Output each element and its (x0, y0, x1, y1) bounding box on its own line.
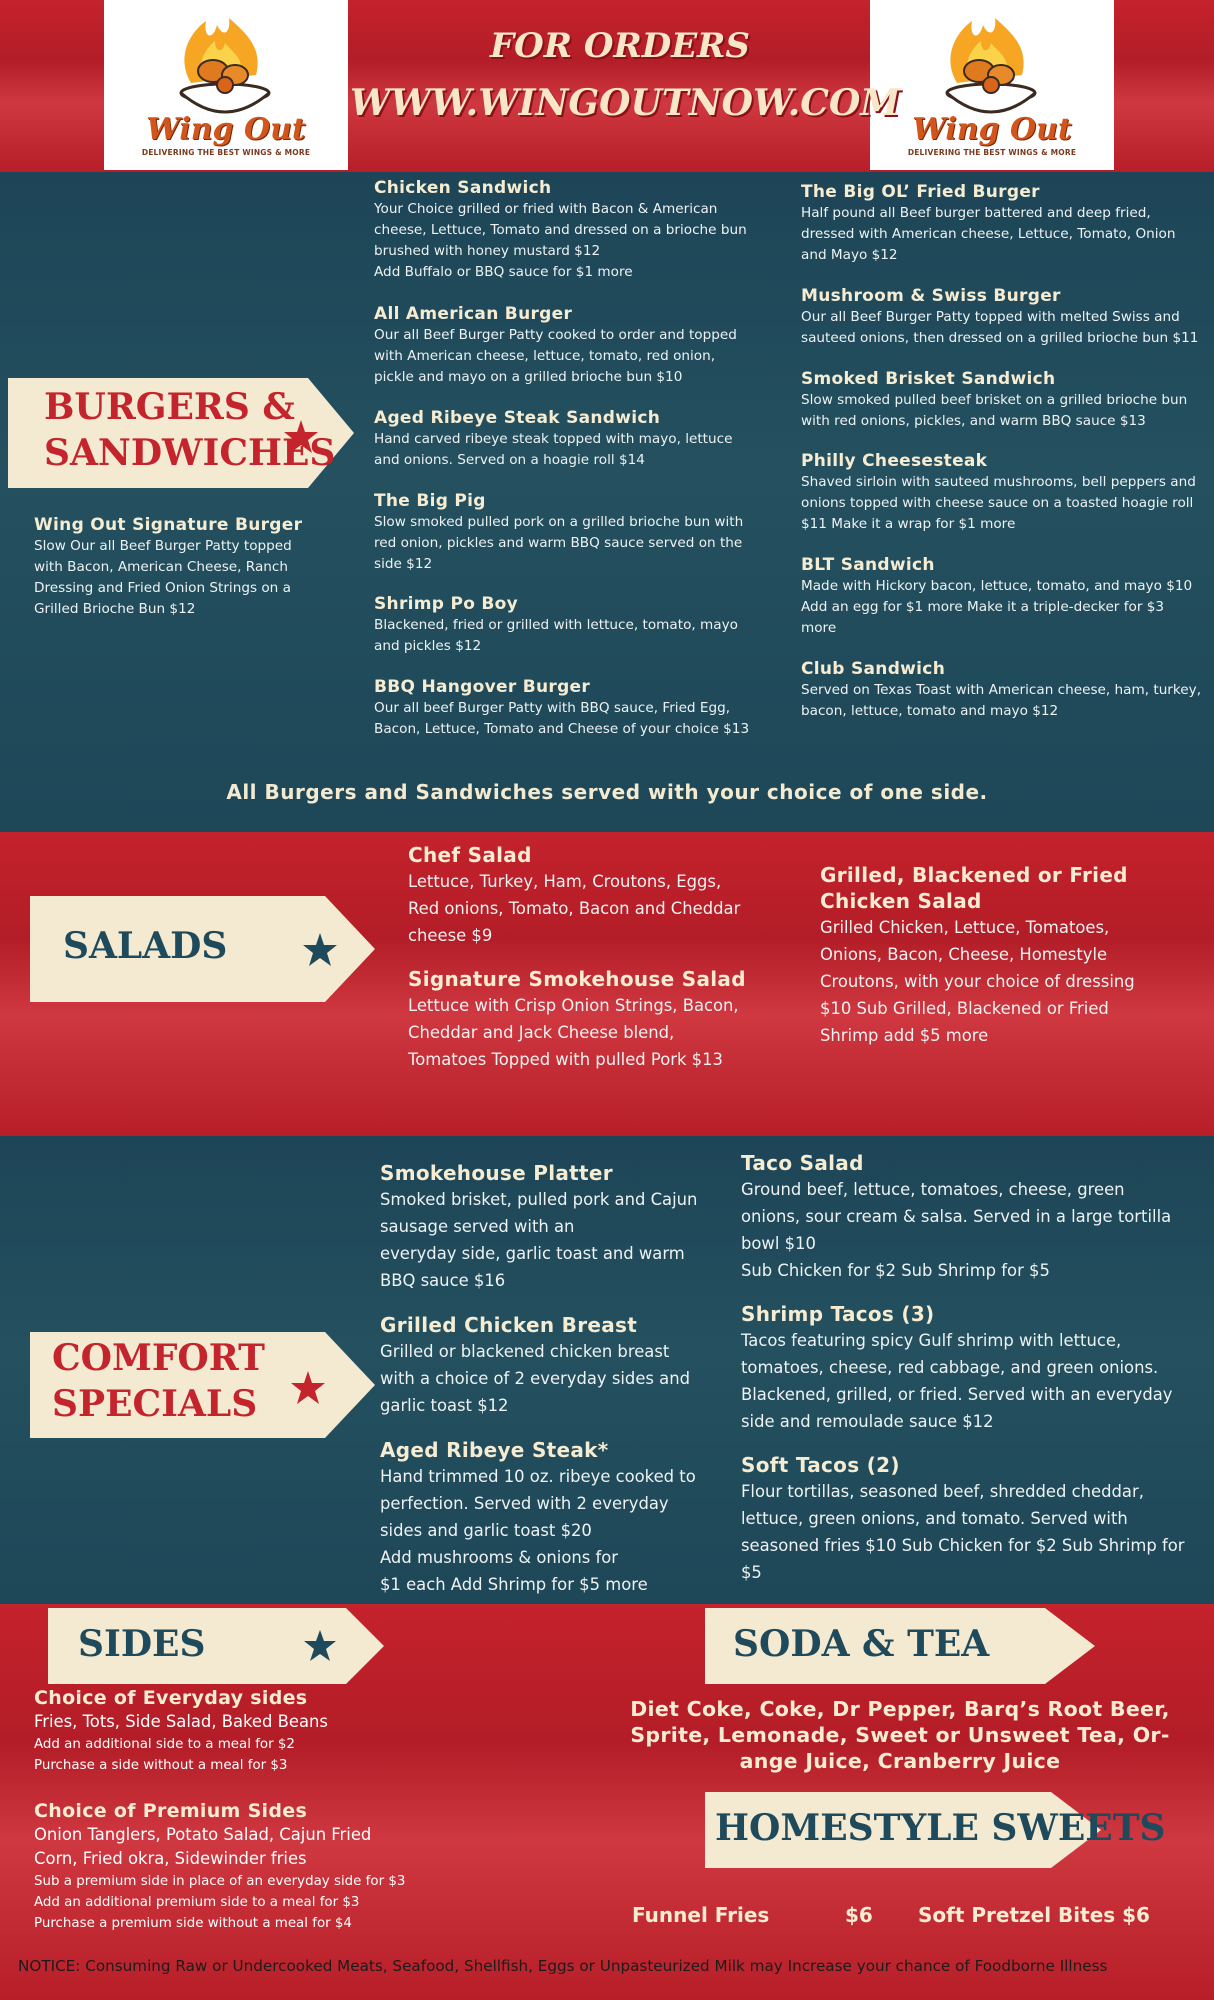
chicken-wing-logo-icon (917, 13, 1067, 123)
menu-item-aged-ribeye-steak (380, 1437, 725, 1598)
logo-wordmark: Wing Out (146, 112, 306, 147)
item-name: Shrimp Po Boy (374, 594, 519, 614)
comfort-banner (30, 1332, 375, 1438)
item-name: Soft Tacos (2) (741, 1453, 900, 1477)
item-description: Shaved sirloin with sauteed mushrooms, bell peppers and onions topped with cheese sauce on a toasted hoagie roll $11 Make it a wrap for $1 more (801, 474, 1196, 532)
item-name: Aged Ribeye Steak* (380, 1438, 609, 1462)
soda-list: Diet Coke, Coke, Dr Pepper, Barq’s Root Beer, Sprite, Lemonade, Sweet or Unsweet Tea, Or- ange Juice, Cranberry Juice (630, 1697, 1170, 1773)
item-name: Smokehouse Platter (380, 1161, 613, 1185)
item-description: Our all Beef Burger Patty topped with melted Swiss and sauteed onions, then dressed on a grilled brioche bun $11 (801, 309, 1199, 346)
item-name: Signature Smokehouse Salad (408, 967, 746, 991)
sweets-banner (705, 1792, 1166, 1868)
item-name: Philly Cheesesteak (801, 451, 988, 471)
item-description: Our all beef Burger Patty with BBQ sauce, Fried Egg, Bacon, Lettuce, Tomato and Cheese of your choice $13 (374, 700, 750, 737)
item-name: All American Burger (374, 304, 573, 324)
item-description: Lettuce with Crisp Onion Strings, Bacon, Cheddar and Jack Cheese blend, Tomatoes Topped with pulled Pork $13 (408, 996, 739, 1069)
menu-item-the-big-pig (374, 491, 774, 575)
item-name: Smoked Brisket Sandwich (801, 369, 1056, 389)
item-description: Lettuce, Turkey, Ham, Croutons, Eggs, Red onions, Tomato, Bacon and Cheddar cheese $9 (408, 872, 741, 945)
item-description: Made with Hickory bacon, lettuce, tomato, and mayo $10 Add an egg for $1 more Make it a triple-decker for $3 more (801, 578, 1193, 636)
item-description: Our all Beef Burger Patty cooked to order and topped with American cheese, lettuce, tomato, red onion, pickle and mayo on a grilled brioche bun $10 (374, 327, 737, 385)
health-notice: NOTICE: Consuming Raw or Undercooked Meats, Seafood, Shellfish, Eggs or Unpasteurized Milk may Increase your chance of Foodborne Illness (18, 1957, 1108, 1975)
menu-item-smokehouse-platter (380, 1160, 725, 1294)
sides-title: SIDES (78, 1623, 206, 1665)
comfort-title-line1: COMFORT (52, 1337, 265, 1379)
menu-item-shrimp-po-boy (374, 594, 774, 657)
menu-item-philly-cheesesteak (801, 451, 1211, 535)
menu-item-club-sandwich (801, 659, 1211, 722)
menu-item-smoked-brisket-sandwich (801, 369, 1211, 432)
burgers-title-line2: SANDWICHES (44, 432, 336, 474)
signature-burger (34, 515, 334, 620)
item-name: Shrimp Tacos (3) (741, 1302, 935, 1326)
item-note: Sub a premium side in place of an everyday side for $3 (34, 1874, 406, 1889)
item-name: Chef Salad (408, 843, 532, 867)
soda-banner (705, 1608, 1095, 1684)
item-note: Purchase a side without a meal for $3 (34, 1758, 288, 1773)
menu-item-chicken-sandwich (374, 178, 774, 283)
item-description: Blackened, fried or grilled with lettuce, tomato, mayo and pickles $12 (374, 617, 738, 654)
soda-title: SODA & TEA (733, 1623, 990, 1665)
item-name: Mushroom & Swiss Burger (801, 286, 1061, 306)
menu-item-mushroom-swiss-burger (801, 286, 1211, 349)
item-name: Choice of Premium Sides (34, 1800, 308, 1822)
item-name: BBQ Hangover Burger (374, 677, 591, 697)
menu-item-blt-sandwich (801, 555, 1211, 639)
item-name: Grilled, Blackened or Fried Chicken Salad (820, 863, 1128, 913)
item-name: The Big Pig (374, 491, 486, 511)
burgers-side-note: All Burgers and Sandwiches served with your choice of one side. (226, 780, 988, 804)
logo-wordmark: Wing Out (912, 112, 1072, 147)
item-description: Smoked brisket, pulled pork and Cajun sausage served with an everyday side, garlic toast and warm BBQ sauce $16 (380, 1190, 698, 1290)
item-name: BLT Sandwich (801, 555, 935, 575)
sweets-title: HOMESTYLE SWEETS (715, 1807, 1166, 1849)
item-description: Served on Texas Toast with American cheese, ham, turkey, bacon, lettuce, tomato and mayo $12 (801, 682, 1202, 719)
menu-item-soft-tacos (741, 1452, 1211, 1586)
salads-title: SALADS (63, 925, 228, 967)
menu-item-all-american-burger (374, 304, 774, 388)
premium-sides (34, 1799, 454, 1934)
menu-item-chicken-salad (820, 862, 1200, 1049)
logo-right (870, 0, 1114, 170)
item-description: Corn, Fried okra, Sidewinder fries (34, 1849, 307, 1868)
everyday-sides (34, 1686, 434, 1776)
item-name: Aged Ribeye Steak Sandwich (374, 408, 661, 428)
sweet-funnel-fries-price: $6 (845, 1903, 873, 1927)
sweet-funnel-fries: Funnel Fries (632, 1903, 770, 1927)
item-name: Grilled Chicken Breast (380, 1313, 638, 1337)
item-name: Choice of Everyday sides (34, 1687, 308, 1709)
item-description: Hand carved ribeye steak topped with mayo, lettuce and onions. Served on a hoagie roll $14 (374, 431, 733, 468)
menu-item-signature-smokehouse-salad (408, 966, 788, 1073)
logo-tagline: DELIVERING THE BEST WINGS & MORE (141, 148, 311, 157)
item-description: Tacos featuring spicy Gulf shrimp with lettuce, tomatoes, cheese, red cabbage, and green onions. Blackened, grilled, or fried. Served with an everyday side and remoulade sauce $12 (741, 1331, 1173, 1431)
item-description: Hand trimmed 10 oz. ribeye cooked to perfection. Served with 2 everyday sides and garlic toast $20 Add mushrooms & onions for $1 each Add Shrimp for $5 more (380, 1467, 696, 1594)
burgers-title-line1: BURGERS & (44, 386, 295, 428)
salads-banner (30, 896, 375, 1002)
menu-item-shrimp-tacos (741, 1301, 1211, 1435)
item-description: Ground beef, lettuce, tomatoes, cheese, green onions, sour cream & salsa. Served in a large tortilla bowl $10 Sub Chicken for $2 Sub Shrimp for $5 (741, 1180, 1172, 1280)
item-description: Half pound all Beef burger battered and deep fried, dressed with American cheese, Lettuce, Tomato, Onion and Mayo $12 (801, 205, 1176, 263)
chicken-wing-logo-icon (151, 13, 301, 123)
item-note: Add an additional premium side to a meal for $3 (34, 1895, 360, 1910)
menu-item-bbq-hangover-burger (374, 677, 774, 740)
menu-item-big-ol-fried-burger (801, 182, 1211, 266)
item-description: Your Choice grilled or fried with Bacon & American cheese, Lettuce, Tomato and dressed on a brioche bun brushed with honey mustard $12 Add Buffalo or BBQ sauce for $1 more (374, 201, 747, 280)
item-description: Grilled or blackened chicken breast with a choice of 2 everyday sides and garlic toast $12 (380, 1342, 691, 1415)
item-note: Purchase a premium side without a meal for $4 (34, 1916, 352, 1931)
menu-item-chef-salad (408, 842, 788, 949)
item-description: Slow Our all Beef Burger Patty topped with Bacon, American Cheese, Ranch Dressing and Fried Onion Strings on a Grilled Brioche Bun $12 (34, 538, 292, 617)
menu-item-aged-ribeye-steak-sandwich (374, 408, 774, 471)
item-description: Onion Tanglers, Potato Salad, Cajun Fried (34, 1825, 372, 1844)
item-description: Slow smoked pulled pork on a grilled brioche bun with red onion, pickles and warm BBQ sauce served on the side $12 (374, 514, 744, 572)
orders-website-link[interactable]: WWW.WINGOUTNOW.COM (350, 82, 901, 124)
item-name: Wing Out Signature Burger (34, 515, 303, 535)
item-name: Club Sandwich (801, 659, 946, 679)
item-note: Add an additional side to a meal for $2 (34, 1737, 295, 1752)
orders-heading: FOR ORDERS (490, 26, 750, 66)
logo-tagline: DELIVERING THE BEST WINGS & MORE (907, 148, 1077, 157)
menu-item-grilled-chicken-breast (380, 1312, 725, 1419)
comfort-title-line2: SPECIALS (52, 1383, 258, 1425)
sweet-pretzel-bites: Soft Pretzel Bites $6 (918, 1903, 1150, 1927)
item-name: Chicken Sandwich (374, 178, 552, 198)
item-description: Grilled Chicken, Lettuce, Tomatoes, Onions, Bacon, Cheese, Homestyle Croutons, with your choice of dressing $10 Sub Grilled, Blackened or Fried Shrimp add $5 more (820, 918, 1135, 1045)
item-description: Flour tortillas, seasoned beef, shredded cheddar, lettuce, green onions, and tomato. Served with seasoned fries $10 Sub Chicken for $2 Sub Shrimp for $5 (741, 1482, 1185, 1582)
logo-left (104, 0, 348, 170)
item-name: The Big OL’ Fried Burger (801, 182, 1040, 202)
item-description: Slow smoked pulled beef brisket on a grilled brioche bun with red onions, pickles, and warm BBQ sauce $13 (801, 392, 1188, 429)
item-name: Taco Salad (741, 1151, 864, 1175)
burgers-banner (8, 378, 354, 488)
menu-item-taco-salad (741, 1150, 1211, 1284)
sides-banner (48, 1608, 384, 1684)
item-description: Fries, Tots, Side Salad, Baked Beans (34, 1712, 328, 1731)
